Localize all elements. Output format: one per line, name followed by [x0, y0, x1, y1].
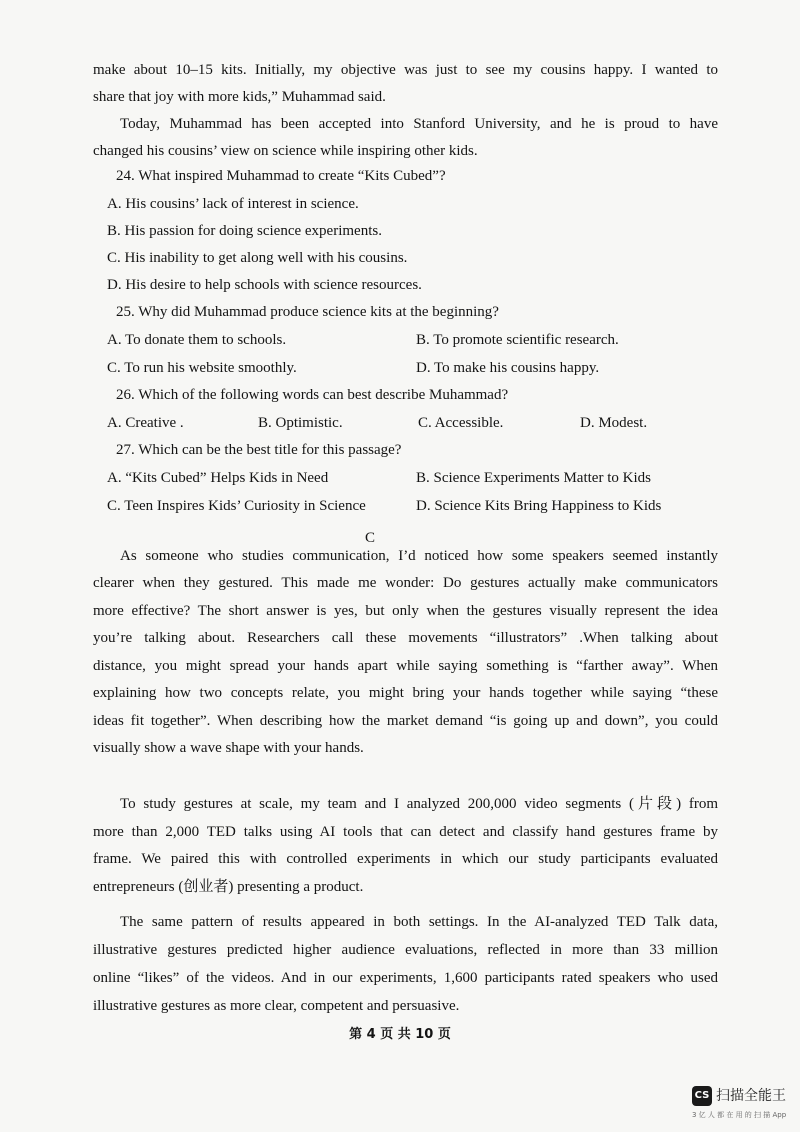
passage-line: ideas fit together”. When describing how the market demand “is going up and down”, you could — [93, 713, 718, 729]
passage-line: changed his cousins’ view on science while inspiring other kids. — [93, 143, 478, 159]
watermark-app-name: 扫描全能王 — [716, 1088, 786, 1104]
passage-line: As someone who studies communication, I’d noticed how some speakers seemed instantly — [120, 548, 718, 564]
option-26c: C. Accessible. — [418, 415, 504, 431]
option-26a: A. Creative . — [107, 415, 184, 431]
passage-line: explaining how two concepts relate, you might bring your hands together while saying “these — [93, 685, 718, 701]
passage-line: make about 10–15 kits. Initially, my objective was just to see my cousins happy. I wanted to — [93, 62, 718, 78]
section-letter: C — [365, 530, 376, 546]
watermark-tagline: 3 亿 人 都 在 用 的 扫 描 App — [692, 1111, 787, 1119]
question-stem-27: 27. Which can be the best title for this passage? — [116, 442, 402, 458]
passage-line: more than 2,000 TED talks using AI tools that can detect and classify hand gestures frame by — [93, 824, 718, 840]
question-stem-26: 26. Which of the following words can best describe Muhammad? — [116, 387, 509, 403]
passage-line: The same pattern of results appeared in both settings. In the AI-analyzed TED Talk data, — [120, 914, 718, 930]
option-27b: B. Science Experiments Matter to Kids — [416, 470, 651, 486]
option-27a: A. “Kits Cubed” Helps Kids in Need — [107, 470, 329, 486]
passage-line: more effective? The short answer is yes, but only when the gestures visually represent the idea — [93, 603, 718, 619]
option-24b: B. His passion for doing science experiments. — [107, 223, 382, 239]
camscanner-logo-icon: CS — [692, 1086, 712, 1106]
scanner-watermark — [692, 1086, 792, 1126]
passage-line: you’re talking about. Researchers call these movements “illustrators” .When talking about — [93, 630, 718, 646]
option-24d: D. His desire to help schools with science resources. — [107, 277, 422, 293]
option-26b: B. Optimistic. — [258, 415, 343, 431]
page-number: 第 4 页 共 10 页 — [349, 1027, 451, 1042]
passage-line: illustrative gestures predicted higher audience evaluations, reflected in more than 33 million — [93, 942, 718, 958]
option-25d: D. To make his cousins happy. — [416, 360, 600, 376]
option-24c: C. His inability to get along well with his cousins. — [107, 250, 408, 266]
passage-line: online “likes” of the videos. And in our experiments, 1,600 participants rated speakers who used — [93, 970, 718, 986]
passage-line: To study gestures at scale, my team and I analyzed 200,000 video segments (片段) from — [120, 796, 718, 812]
option-26d: D. Modest. — [580, 415, 648, 431]
passage-line: illustrative gestures as more clear, competent and persuasive. — [93, 998, 460, 1014]
passage-line: distance, you might spread your hands apart while saying something is “farther away”. When — [93, 658, 718, 674]
passage-line: entrepreneurs (创业者) presenting a product. — [93, 879, 364, 895]
passage-line: clearer when they gestured. This made me wonder: Do gestures actually make communicators — [93, 575, 718, 591]
option-25b: B. To promote scientific research. — [416, 332, 619, 348]
question-stem-25: 25. Why did Muhammad produce science kits at the beginning? — [116, 304, 499, 320]
option-27c: C. Teen Inspires Kids’ Curiosity in Science — [107, 498, 366, 514]
passage-line: frame. We paired this with controlled experiments in which our study participants evaluated — [93, 851, 718, 867]
option-25c: C. To run his website smoothly. — [107, 360, 297, 376]
passage-line: visually show a wave shape with your hands. — [93, 740, 364, 756]
option-27d: D. Science Kits Bring Happiness to Kids — [416, 498, 662, 514]
option-24a: A. His cousins’ lack of interest in science. — [107, 196, 359, 212]
question-stem-24: 24. What inspired Muhammad to create “Kits Cubed”? — [116, 168, 446, 184]
option-25a: A. To donate them to schools. — [107, 332, 287, 348]
passage-line: Today, Muhammad has been accepted into Stanford University, and he is proud to have — [120, 116, 718, 132]
passage-line: share that joy with more kids,” Muhammad said. — [93, 89, 386, 105]
